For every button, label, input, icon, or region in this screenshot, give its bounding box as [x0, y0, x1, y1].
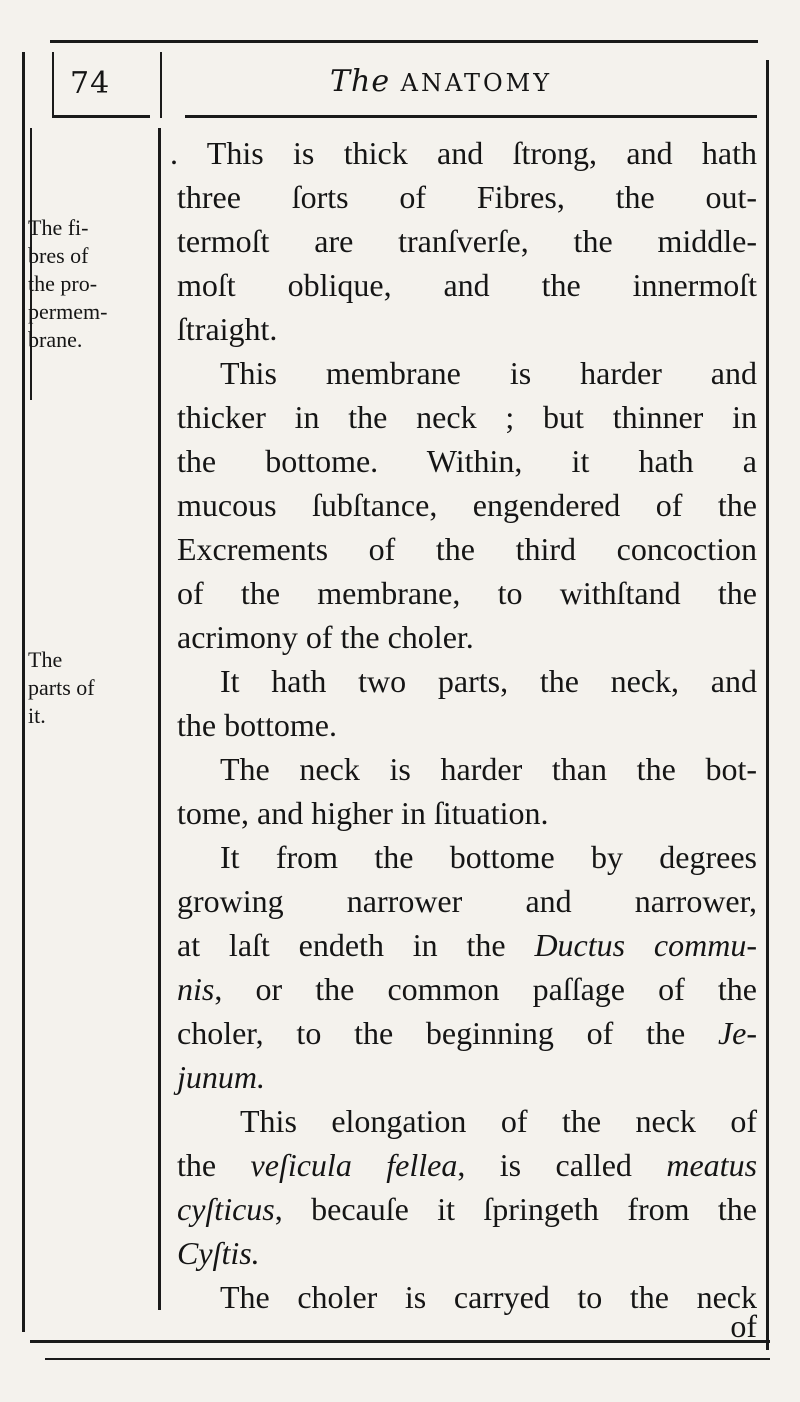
margin-note-line: The [28, 647, 63, 672]
text-run: of [730, 1308, 757, 1344]
text-run: acrimony of the choler. [177, 619, 474, 655]
italic-run: junum. [177, 1059, 265, 1095]
text-line [177, 1145, 757, 1185]
margin-note-line: brane. [28, 327, 83, 352]
text-run: of the membrane, to withſtand the [177, 575, 757, 611]
text-run: mucous ſubſtance, engendered of the [177, 487, 757, 523]
text-line [177, 529, 757, 569]
text-run: The neck is harder than the bot- [220, 751, 757, 787]
header-divider-mid [160, 52, 162, 118]
text-line [177, 573, 757, 613]
italic-run: Je- [717, 1015, 757, 1051]
right-border-rule [766, 60, 769, 1350]
bottom-border-rule-2 [45, 1358, 770, 1360]
header-rule-right [185, 115, 757, 118]
text-run: The choler is carryed to the neck [220, 1279, 757, 1315]
margin-note-fibres [28, 214, 156, 354]
text-run: choler, to the beginning of the [177, 1015, 718, 1051]
running-head-title: ANATOMY [400, 69, 553, 97]
text-line [177, 397, 757, 437]
margin-note-line: it. [28, 703, 46, 728]
text-line [177, 969, 757, 1009]
text-run: This elongation of the neck of [240, 1103, 757, 1139]
text-run: tome, and higher in ſituation. [177, 795, 549, 831]
text-run: the [177, 1147, 251, 1183]
italic-run: nis [177, 971, 215, 1007]
margin-note-line: the pro- [28, 271, 98, 296]
text-run: moſt oblique, and the innermoſt [177, 267, 757, 303]
text-run: , becauſe it ſpringeth from the [274, 1191, 757, 1227]
text-line [177, 265, 757, 305]
text-line [177, 441, 757, 481]
text-run: ſtraight. [177, 311, 278, 347]
text-run: This membrane is harder and [220, 355, 757, 391]
text-line [177, 1189, 757, 1229]
margin-note-line: permem- [28, 299, 108, 324]
text-run: It from the bottome by degrees [220, 839, 757, 875]
running-head-the: The [330, 64, 391, 99]
italic-run: cyſticus [177, 1191, 275, 1227]
text-line [220, 661, 757, 701]
text-run: at laſt endeth in the [177, 927, 535, 963]
margin-note-line: bres of [28, 243, 89, 268]
header-rule-left [52, 115, 150, 118]
text-line [177, 1013, 757, 1053]
text-run: termoſt are tranſverſe, the middle- [177, 223, 757, 259]
text-run: , or the common paſſage of the [214, 971, 757, 1007]
text-line [220, 749, 757, 789]
text-line [177, 221, 757, 261]
text-line [170, 133, 757, 173]
top-border-rule [50, 40, 758, 43]
text-run: , is called [457, 1147, 667, 1183]
running-head [330, 62, 650, 103]
text-line [177, 617, 757, 657]
page-number: 74 [70, 66, 111, 101]
text-run: three ſorts of Fibres, the out- [177, 179, 757, 215]
text-line [177, 177, 757, 217]
text-line [177, 793, 757, 833]
text-line [177, 881, 757, 921]
outer-left-rule [22, 52, 25, 1332]
text-run: the bottome. [177, 707, 337, 743]
margin-note-parts [28, 646, 156, 730]
text-column-rule [158, 128, 161, 1310]
text-run: Excrements of the third concoction [177, 531, 757, 567]
text-run: It hath two parts, the neck, and [220, 663, 757, 699]
italic-run: Cyſtis. [177, 1235, 260, 1271]
header-divider-left [52, 52, 54, 118]
text-line [177, 309, 757, 349]
text-line [177, 485, 757, 525]
italic-run: Ductus commu- [534, 927, 758, 963]
text-run: the bottome. Within, it hath a [177, 443, 757, 479]
margin-note-line: parts of [28, 675, 95, 700]
text-line [220, 837, 757, 877]
text-line [177, 925, 757, 965]
text-line [240, 1101, 757, 1141]
italic-run: veſicula fellea [250, 1147, 458, 1183]
text-line [177, 1057, 757, 1097]
text-run: growing narrower and narrower, [177, 883, 757, 919]
text-run: . [170, 135, 207, 171]
italic-run: meatus [666, 1147, 758, 1183]
margin-note-line: The fi- [28, 215, 89, 240]
text-line [177, 1233, 757, 1273]
text-line [220, 353, 757, 393]
text-line [177, 705, 757, 745]
text-line [177, 1306, 757, 1346]
text-run: thicker in the neck ; but thinner in [177, 399, 757, 435]
text-run: This is thick and ſtrong, and hath [206, 135, 758, 171]
